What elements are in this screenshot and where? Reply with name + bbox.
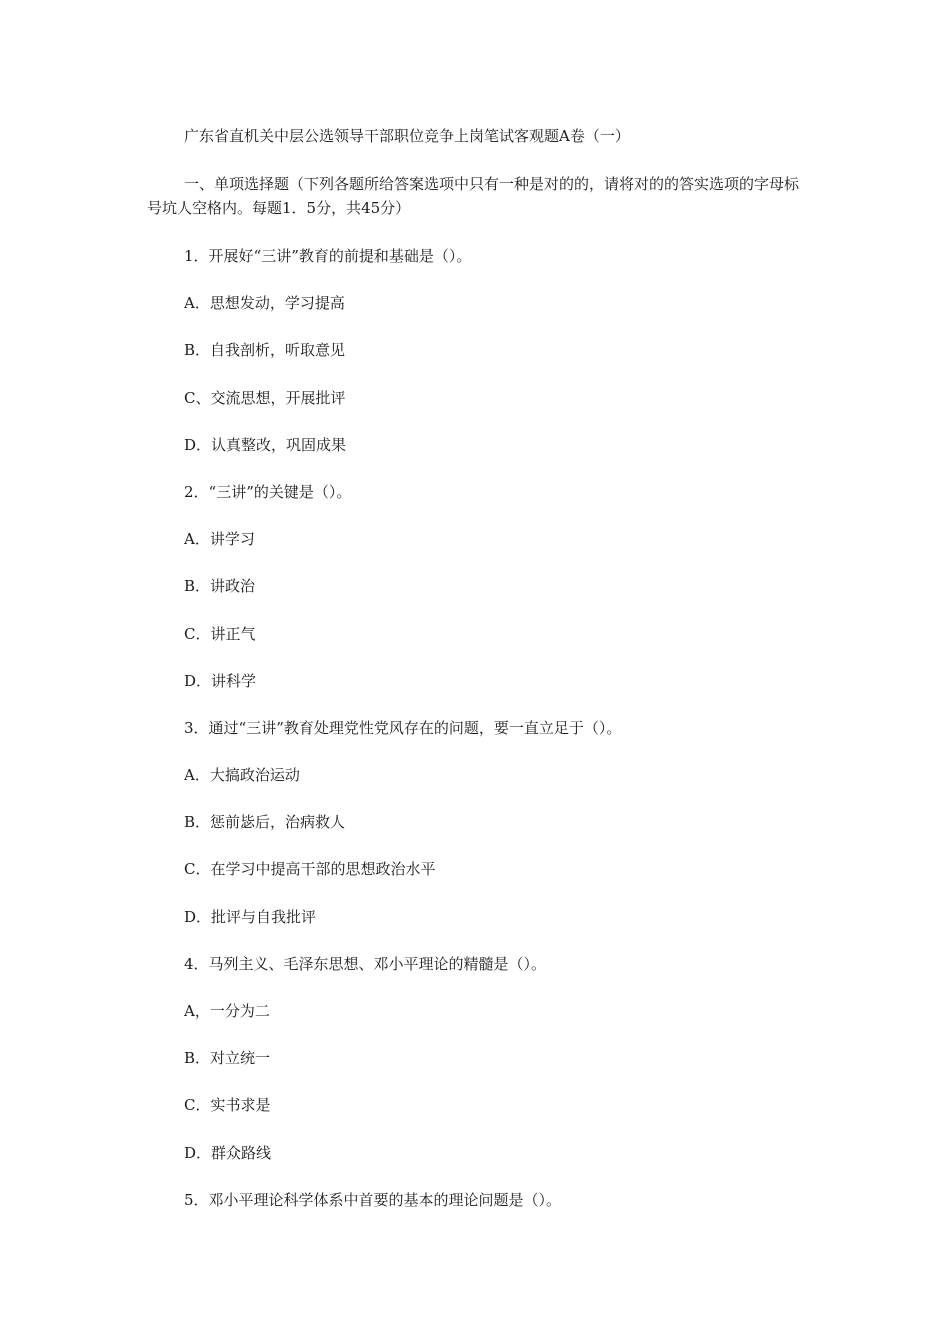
question-4-option-d: D．群众路线 (184, 1143, 272, 1162)
question-3-option-b: B．惩前毖后，治病救人 (184, 813, 346, 832)
question-3-option-d: D．批评与自我批评 (184, 907, 317, 926)
question-3-option-a: A．大搞政治运动 (184, 766, 300, 785)
question-2: 2．“三讲”的关键是（）。 (184, 482, 352, 501)
question-4-option-b: B．对立统一 (184, 1049, 271, 1068)
section-heading: 一、单项选择题（下列各题所给答案选项中只有一种是对的的，请将对的的答实选项的字母标号坑人空格内。每题1．5分，共45分） (147, 175, 800, 217)
question-2-option-c: C．讲正气 (184, 624, 256, 643)
document-title: 广东省直机关中层公选领导干部职位竞争上岗笔试客观题A卷（一） (184, 127, 630, 145)
question-1-option-c: C、交流思想，开展批评 (184, 388, 346, 407)
question-1-option-a: A．思想发动，学习提高 (184, 294, 345, 313)
question-2-option-b: B．讲政治 (184, 577, 256, 596)
question-1: 1．开展好“三讲”教育的前提和基础是（）。 (184, 247, 472, 265)
question-3: 3．通过“三讲”教育处理党性党风存在的问题，要一直立足于（）。 (184, 718, 622, 737)
question-5: 5．邓小平理论科学体系中首要的基本的理论问题是（）。 (184, 1190, 562, 1209)
question-2-option-a: A．讲学习 (184, 530, 255, 549)
question-list (184, 244, 621, 1235)
question-1-option-d: D．认真整改，巩固成果 (184, 435, 347, 454)
question-3-option-c: C．在学习中提高干部的思想政治水平 (184, 860, 436, 879)
question-4-option-c: C．实书求是 (184, 1096, 271, 1115)
question-2-option-d: D．讲科学 (184, 671, 257, 690)
question-4-option-a: A，一分为二 (184, 1002, 270, 1020)
question-4: 4．马列主义、毛泽东思想、邓小平理论的精髓是（）。 (184, 954, 547, 973)
question-1-option-b: B．自我剖析，听取意见 (184, 341, 346, 360)
